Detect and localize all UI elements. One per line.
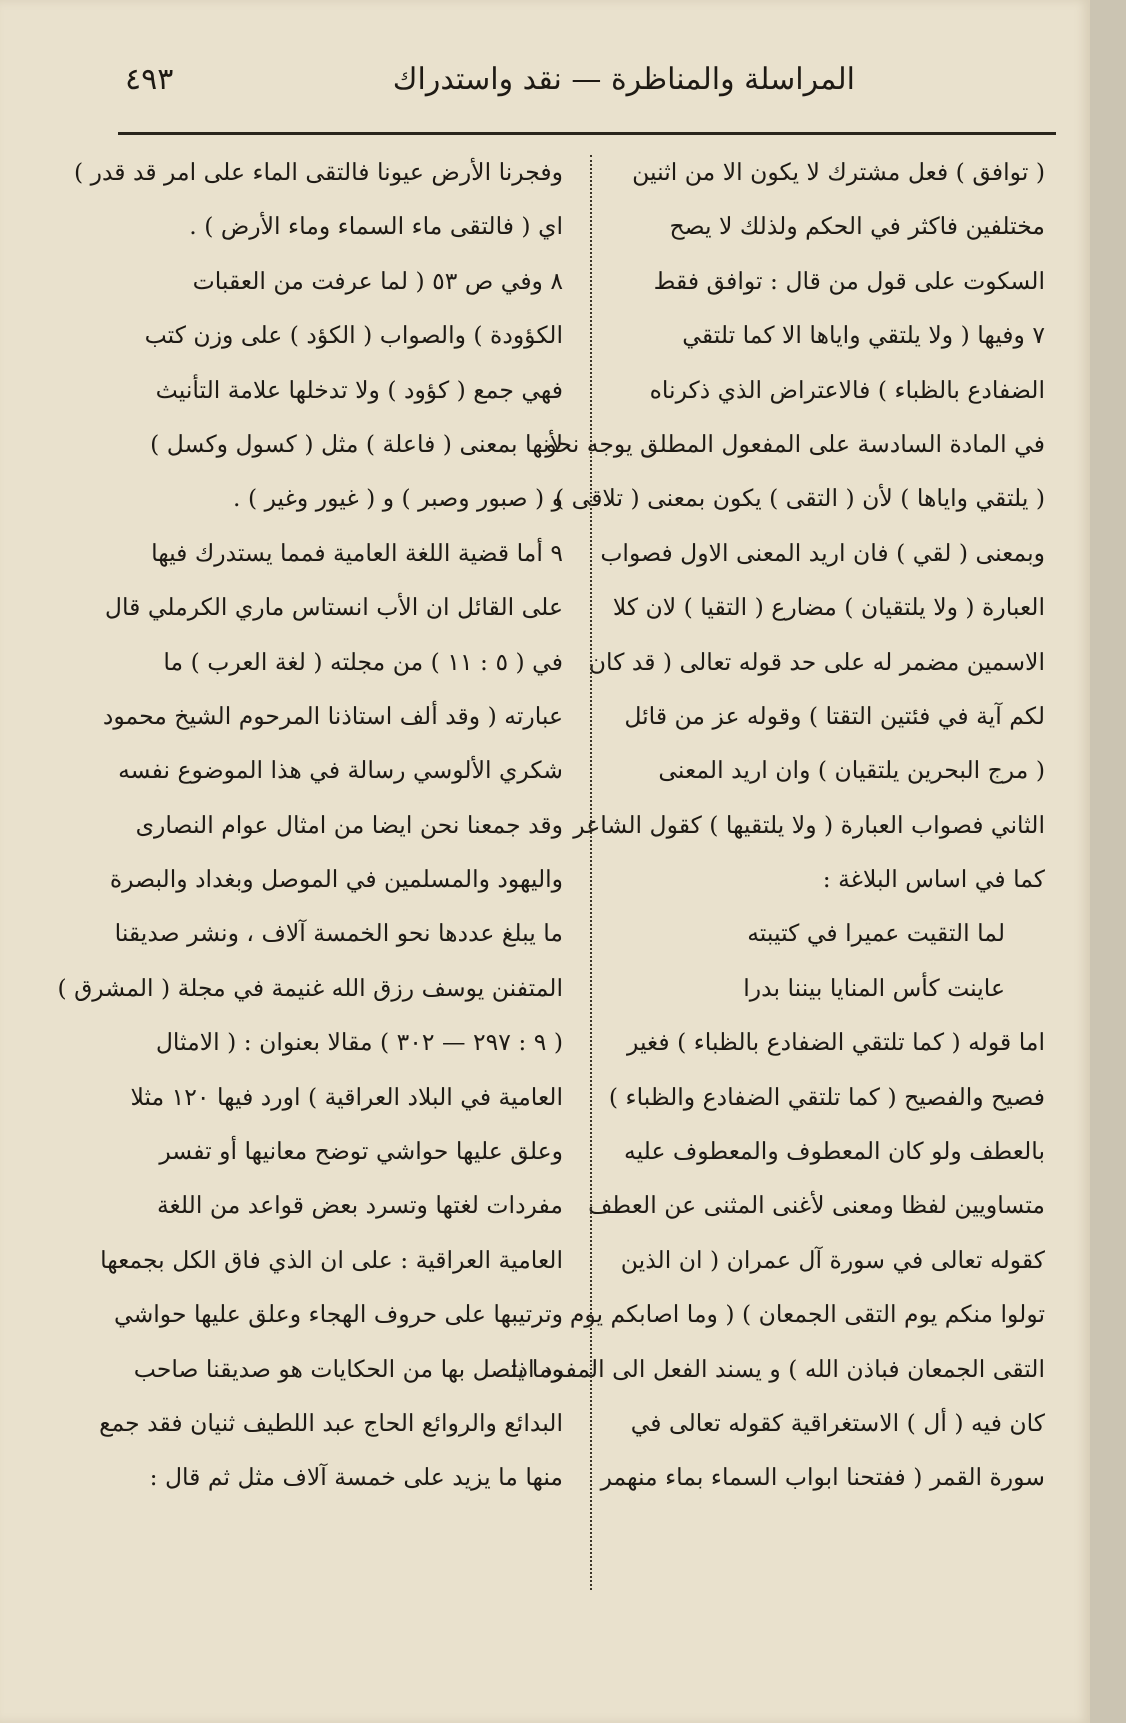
text-line: بالعطف ولو كان المعطوف والمعطوف عليه	[623, 1137, 1045, 1166]
text-line: وما يتصل بها من الحكايات هو صديقنا صاحب	[133, 1354, 563, 1383]
text-line: البدائع والروائع الحاج عبد اللطيف ثنيان فقد جمع	[99, 1408, 563, 1437]
text-line: ( توافق ) فعل مشترك لا يكون الا من اثنين	[632, 158, 1045, 186]
text-line: في ( ٥ : ١١ ) من مجلته ( لغة العرب ) ما	[163, 647, 563, 676]
text-line: ( ٩ : ٢٩٧ — ٣٠٢ ) مقالا بعنوان : ( الامثال	[155, 1028, 563, 1057]
text-line: في المادة السادسة على المفعول المطلق يوجه نحو	[545, 429, 1045, 458]
page-header	[115, 62, 1055, 112]
text-line: وقد جمعنا نحن ايضا من امثال عوام النصارى	[135, 810, 563, 839]
text-line: واليهود والمسلمين في الموصل وبغداد والبصرة	[109, 865, 563, 894]
poem-verse: عاينت كأس المنايا بيننا بدرا	[743, 973, 1005, 1002]
text-line: العامية العراقية : على ان الذي فاق الكل بجمعها	[100, 1245, 563, 1274]
text-line: منها ما يزيد على خمسة آلاف مثل ثم قال :	[149, 1463, 563, 1492]
page-edge	[1090, 0, 1126, 1723]
text-line: العبارة ( ولا يلتقيان ) مضارع ( التقيا ) لان كلا	[612, 593, 1045, 622]
text-line: وعلق عليها حواشي توضح معانيها أو تفسر	[159, 1137, 563, 1166]
text-line: لأنها بمعنى ( فاعلة ) مثل ( كسول وكسل )	[150, 429, 563, 458]
text-line: ٩ أما قضية اللغة العامية فمما يستدرك فيها	[151, 538, 563, 567]
text-line: العامية في البلاد العراقية ) اورد فيها ١٢٠ مثلا	[130, 1082, 563, 1111]
right-column	[511, 145, 1045, 1505]
text-line: اما قوله ( كما تلتقي الضفادع بالظباء ) فغير	[627, 1028, 1045, 1057]
text-line: اي ( فالتقى ماء السماء وماء الأرض ) .	[189, 212, 563, 241]
text-line: الثاني فصواب العبارة ( ولا يلتقيها ) كقول الشاعر	[573, 810, 1045, 839]
left-column	[57, 145, 563, 1505]
text-line: كما في اساس البلاغة :	[822, 865, 1045, 894]
text-line: فهي جمع ( كؤود ) ولا تدخلها علامة التأنيث	[155, 375, 563, 404]
text-line: مفردات لغتها وتسرد بعض قواعد من اللغة	[156, 1191, 563, 1220]
text-line: على القائل ان الأب انستاس ماري الكرملي قال	[104, 593, 563, 622]
header-rule	[118, 132, 1056, 135]
text-line: التقى الجمعان فباذن الله ) و يسند الفعل الى المفرد اذا	[511, 1354, 1045, 1383]
text-line: كان فيه ( أل ) الاستغراقية كقوله تعالى في	[630, 1408, 1045, 1437]
text-line: وبمعنى ( لقي ) فان اريد المعنى الاول فصواب	[600, 538, 1045, 567]
text-line: شكري الألوسي رسالة في هذا الموضوع نفسه	[118, 756, 563, 785]
text-line: المتفنن يوسف رزق الله غنيمة في مجلة ( المشرق )	[57, 973, 563, 1002]
text-line: و ( صبور وصبر ) و ( غيور وغير ) .	[233, 484, 563, 513]
text-line: الضفادع بالظباء ) فالاعتراض الذي ذكرناه	[649, 375, 1045, 404]
text-line: سورة القمر ( ففتحنا ابواب السماء بماء منهمر	[600, 1463, 1045, 1492]
text-line: ( مرج البحرين يلتقيان ) وان اريد المعنى	[658, 756, 1045, 785]
text-line: وفجرنا الأرض عيونا فالتقى الماء على امر قد قدر )	[73, 158, 563, 186]
text-line: ( يلتقي واياها ) لأن ( التقى ) يكون بمعنى ( تلاقى )	[554, 484, 1045, 513]
text-line: مختلفين فاكثر في الحكم ولذلك لا يصح	[669, 212, 1045, 241]
poem-verse: لما التقيت عميرا في كتيبته	[747, 919, 1005, 948]
column-divider	[590, 155, 592, 1590]
running-head: المراسلة والمناظرة — نقد واستدراك	[392, 62, 855, 97]
text-line: الاسمين مضمر له على حد قوله تعالى ( قد كان	[588, 647, 1045, 676]
text-line: الكؤودة ) والصواب ( الكؤد ) على وزن كتب	[144, 321, 563, 350]
text-line: ٧ وفيها ( ولا يلتقي واياها الا كما تلتقي	[682, 321, 1045, 350]
text-line: ما يبلغ عددها نحو الخمسة آلاف ، ونشر صديقنا	[114, 919, 563, 948]
page-number: ٤٩٣	[125, 62, 174, 97]
text-line: كقوله تعالى في سورة آل عمران ( ان الذين	[620, 1245, 1045, 1274]
text-line: لكم آية في فئتين التقتا ) وقوله عز من قائل	[624, 701, 1045, 730]
text-line: عبارته ( وقد ألف استاذنا المرحوم الشيخ محمود	[102, 701, 563, 730]
text-line: تولوا منكم يوم التقى الجمعان ) ( وما اصابكم يوم	[569, 1300, 1045, 1329]
text-line: متساويين لفظا ومعنى لأغنى المثنى عن العطف	[588, 1191, 1045, 1220]
text-line: فصيح والفصيح ( كما تلتقي الضفادع والظباء )	[608, 1082, 1045, 1111]
text-line: ٨ وفي ص ٥٣ ( لما عرفت من العقبات	[192, 266, 563, 295]
text-line: وترتيبها على حروف الهجاء وعلق عليها حواشي	[114, 1300, 563, 1329]
text-line: السكوت على قول من قال : توافق فقط	[653, 266, 1045, 295]
